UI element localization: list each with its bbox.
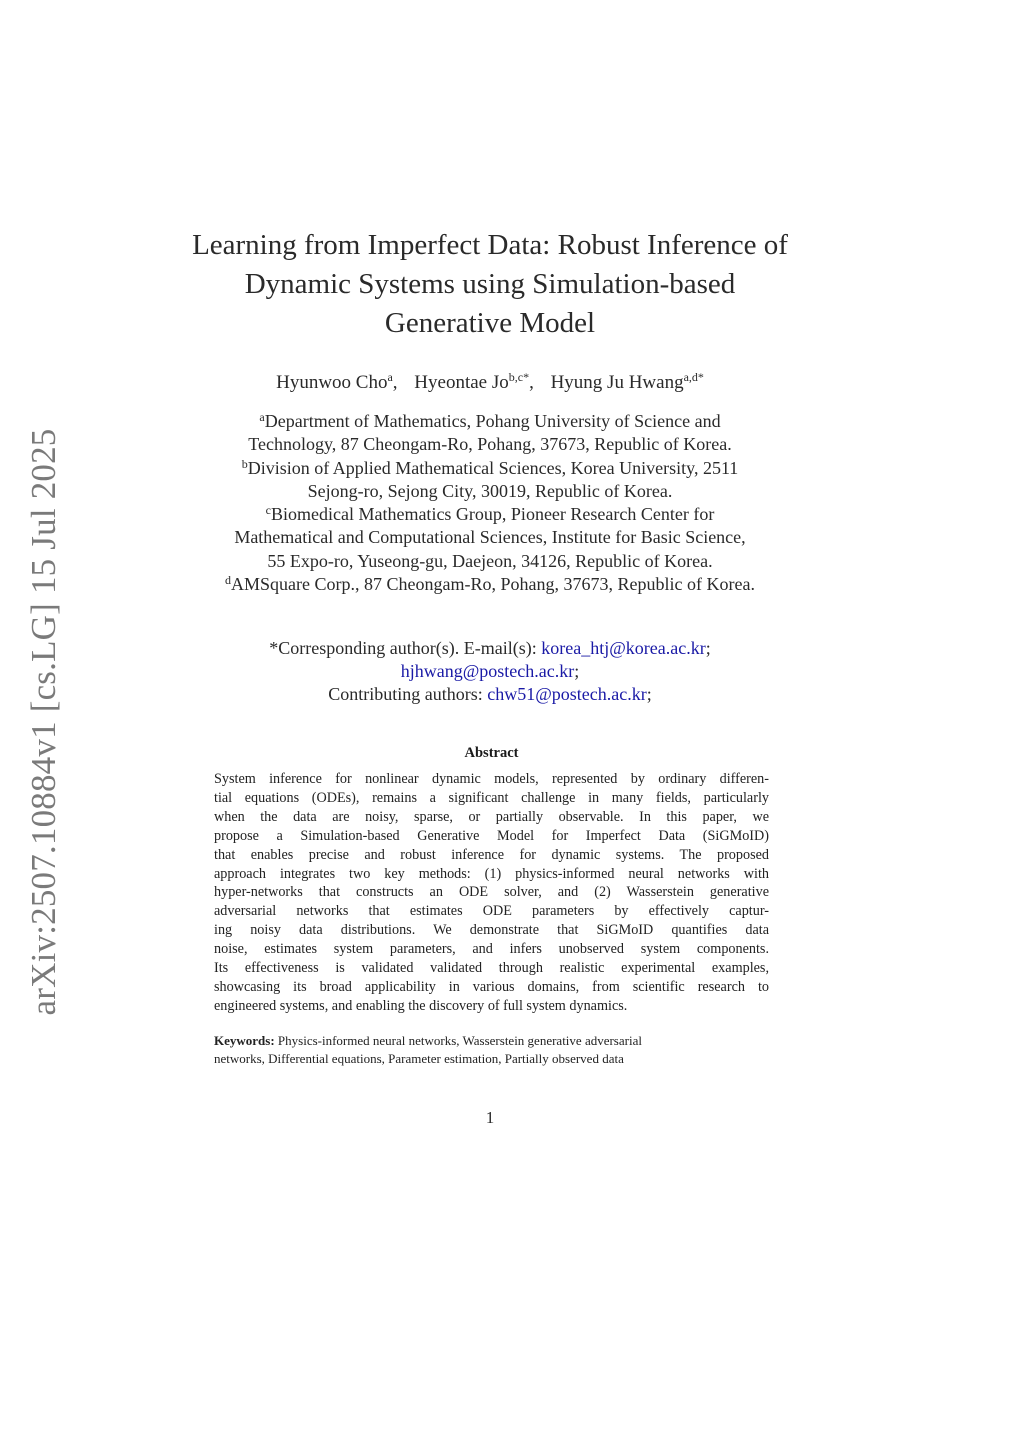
abstract-line: that enables precise and robust inference for dynamic systems. The proposed [214, 846, 769, 863]
affiliation-list [150, 410, 830, 596]
affiliation-mark: a [259, 410, 265, 424]
separator: ; [574, 661, 580, 681]
affiliation-text: Sejong-ro, Sejong City, 30019, Republic of Korea. [307, 480, 673, 501]
abstract-line: tial equations (ODEs), remains a significant challenge in many fields, particularly [214, 789, 769, 806]
keywords-line [214, 1032, 769, 1050]
abstract-line: engineered systems, and enabling the discovery of full system dynamics. [214, 997, 628, 1014]
abstract-line: adversarial networks that estimates ODE parameters by effectively captur- [214, 903, 769, 920]
affiliation-line [150, 550, 830, 573]
affiliation-line [150, 503, 830, 526]
author-separator: , [529, 372, 534, 393]
abstract-line: approach integrates two key methods: (1) physics-informed neural networks with [214, 865, 769, 882]
affiliation-mark: c [265, 503, 271, 518]
separator: ; [646, 684, 652, 704]
abstract-line: ing noisy data distributions. We demonstrate that SiGMoID quantifies data [214, 922, 769, 939]
keywords-block [214, 1032, 769, 1068]
affiliation-mark: b [241, 456, 248, 471]
abstract-line: when the data are noisy, sparse, or partially observable. In this paper, we [214, 808, 769, 825]
author-name: Hyeontae Jo [414, 372, 509, 393]
corresponding-label: *Corresponding author(s). E-mail(s): [269, 638, 542, 658]
affiliation-line [150, 410, 830, 433]
author-affiliation-mark: a,d* [683, 370, 704, 384]
contributing-label: Contributing authors: [328, 684, 488, 704]
abstract-body [214, 770, 769, 1016]
author [414, 372, 534, 393]
keywords-line: networks, Differential equations, Parameter estimation, Partially observed data [214, 1051, 624, 1066]
arxiv-identifier-stamp: arXiv:2507.10884v1 [cs.LG] 15 Jul 2025 [24, 428, 63, 1016]
affiliation-text: Department of Mathematics, Pohang University of Science and [264, 411, 721, 431]
author-separator: , [392, 372, 398, 393]
author-list [150, 372, 830, 394]
abstract-line: hyper-networks that constructs an ODE solver, and (2) Wasserstein generative [214, 884, 769, 901]
author-affiliation-mark: a [387, 370, 393, 384]
corresponding-line [150, 637, 830, 660]
abstract-heading: Abstract [464, 745, 519, 761]
abstract-line: propose a Simulation-based Generative Model for Imperfect Data (SiGMoID) [214, 827, 769, 844]
contributing-line [150, 683, 830, 706]
keywords-label: Keywords: [214, 1033, 275, 1048]
separator: ; [705, 638, 711, 658]
correspondence-block [150, 637, 830, 706]
author-affiliation-mark: b,c* [508, 370, 530, 384]
affiliation-line [150, 526, 830, 549]
affiliation-mark: d [225, 573, 232, 588]
abstract-line: System inference for nonlinear dynamic models, represented by ordinary differen- [214, 771, 769, 787]
affiliation-line [150, 433, 830, 456]
affiliation-text: 55 Expo-ro, Yuseong-gu, Daejeon, 34126, Republic of Korea. [267, 550, 713, 571]
affiliation-text: Mathematical and Computational Sciences, Institute for Basic Science, [234, 527, 746, 548]
abstract-line: showcasing its broad applicability in various domains, from scientific research to [214, 978, 769, 995]
affiliation-line [150, 573, 830, 596]
affiliation-line [150, 457, 830, 480]
abstract-line: Its effectiveness is validated validated through realistic experimental examples, [214, 960, 769, 977]
title-line: Learning from Imperfect Data: Robust Inference of [192, 229, 788, 261]
author-name: Hyunwoo Cho [276, 372, 388, 393]
affiliation-text: Technology, 87 Cheongam-Ro, Pohang, 37673, Republic of Korea. [248, 434, 732, 455]
paper-title [150, 226, 830, 343]
affiliation-text: Division of Applied Mathematical Sciences, Korea University, 2511 [247, 457, 739, 478]
page-number: 1 [485, 1108, 495, 1127]
affiliation-line [150, 480, 830, 503]
author [551, 372, 704, 393]
affiliation-text: Biomedical Mathematics Group, Pioneer Research Center for [270, 504, 715, 525]
affiliation-text: AMSquare Corp., 87 Cheongam-Ro, Pohang, 37673, Republic of Korea. [231, 574, 755, 595]
corresponding-line [150, 660, 830, 683]
email-link-postech[interactable]: hjhwang@postech.ac.kr [400, 661, 575, 681]
keywords-text: Physics-informed neural networks, Wasserstein generative adversarial [274, 1033, 642, 1048]
title-line: Dynamic Systems using Simulation-based [244, 268, 736, 300]
author [276, 372, 397, 393]
title-line: Generative Model [384, 307, 596, 339]
abstract-line: noise, estimates system parameters, and infers unobserved system components. [214, 941, 769, 958]
author-name: Hyung Ju Hwang [550, 372, 684, 393]
email-link-contributor[interactable]: chw51@postech.ac.kr [487, 684, 647, 704]
email-link-korea[interactable]: korea_htj@korea.ac.kr [541, 638, 706, 658]
